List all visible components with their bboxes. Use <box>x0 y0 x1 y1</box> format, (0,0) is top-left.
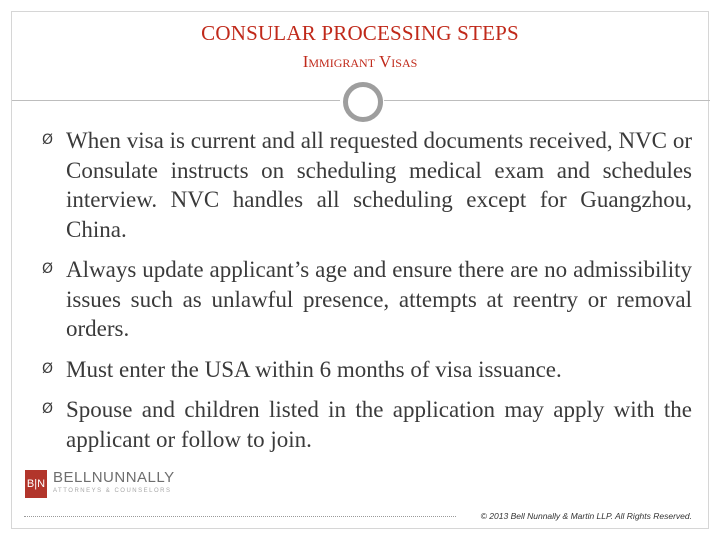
bullet-text: When visa is current and all requested documents received, NVC or Consulate instructs on scheduling medical exam and schedules interview. NVC handles all scheduling except for Guangzhou, China. <box>66 128 692 242</box>
circle-ornament-icon <box>343 82 383 122</box>
logo-mark-icon: B|N <box>25 470 47 498</box>
footer-divider <box>24 516 456 517</box>
bullet-arrow-icon: Ø <box>42 360 54 377</box>
bullet-item <box>42 255 692 344</box>
bullet-arrow-icon: Ø <box>42 401 54 417</box>
logo-text <box>53 470 175 494</box>
bullet-item <box>42 355 692 385</box>
logo-name: BELLNUNNALLY <box>53 469 175 486</box>
bullet-item <box>42 395 692 454</box>
bullet-arrow-icon: Ø <box>42 261 54 277</box>
bullet-list <box>42 126 692 465</box>
bullet-arrow-icon: Ø <box>42 132 54 148</box>
slide <box>11 11 709 529</box>
slide-subtitle: Immigrant Visas <box>302 52 418 71</box>
bullet-text: Must enter the USA within 6 months of visa issuance. <box>66 356 562 382</box>
divider-right <box>384 100 710 101</box>
bullet-text: Spouse and children listed in the application may apply with the applicant or follow to join. <box>66 397 692 452</box>
slide-title: CONSULAR PROCESSING STEPS <box>201 21 519 45</box>
logo-tagline: ATTORNEYS & COUNSELORS <box>53 488 172 494</box>
copyright-notice: © 2013 Bell Nunnally & Martin LLP. All Rights Reserved. <box>480 511 692 521</box>
bullet-item <box>42 126 692 244</box>
bullet-text: Always update applicant’s age and ensure there are no admissibility issues such as unlawful presence, attempts at reentry or removal orders. <box>66 257 692 341</box>
company-logo <box>25 470 175 498</box>
divider-left <box>12 100 340 101</box>
